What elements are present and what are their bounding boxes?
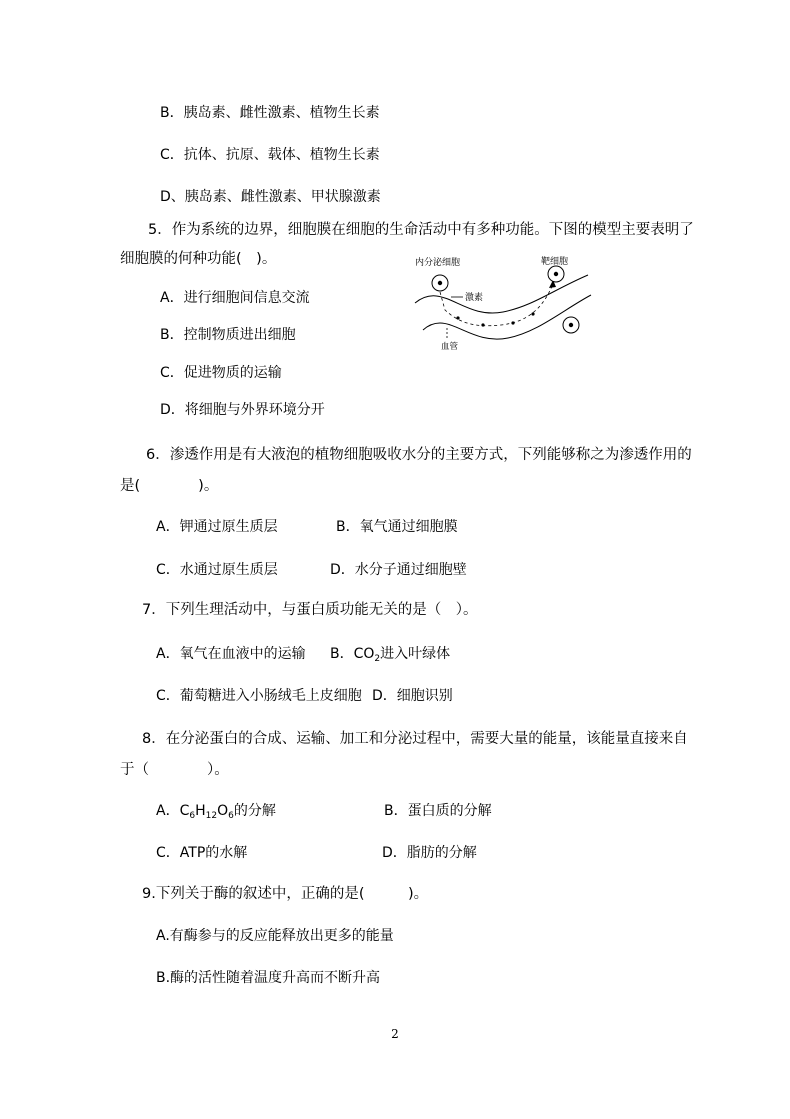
q5-option-b: B．控制物质进出细胞 — [160, 327, 296, 343]
q7-option-a: A．氧气在血液中的运输 — [156, 646, 306, 662]
q7-stem: 7．下列生理活动中，与蛋白质功能无关的是（ ）。 — [142, 602, 478, 618]
label-target-cell: 靶细胞 — [541, 257, 569, 267]
cell-signaling-figure — [413, 250, 593, 350]
q9-stem: 9.下列关于酶的叙述中，正确的是( )。 — [142, 886, 429, 902]
vessel-wall-lower — [423, 295, 591, 339]
q5-stem-line2: 细胞膜的何种功能( )。 — [120, 251, 277, 267]
q7-option-c: C．葡萄糖进入小肠绒毛上皮细胞 — [156, 688, 362, 704]
q5-option-a: A．进行细胞间信息交流 — [160, 290, 310, 306]
endocrine-cell-nucleus — [438, 281, 442, 285]
q7-option-b: B．$CO_2$进入叶绿体 — [330, 646, 451, 664]
hormone-dot — [481, 323, 484, 326]
target-cell-nucleus — [554, 272, 558, 276]
hormone-dot — [456, 316, 459, 319]
q8-option-a: A．$C_6H_{12}O_6$的分解 — [156, 803, 276, 821]
q7-option-d: D．细胞识别 — [372, 688, 453, 704]
q8-stem-line2: 于（ ）。 — [120, 762, 229, 778]
q6-stem-line2: 是( )。 — [120, 478, 219, 494]
page-number: 2 — [391, 1027, 399, 1041]
q6-stem-line1: 6．渗透作用是有大液泡的植物细胞吸收水分的主要方式，下列能够称之为渗透作用的 — [146, 447, 692, 463]
q6-option-b: B．氧气通过细胞膜 — [336, 519, 458, 535]
q5-option-c: C．促进物质的运输 — [160, 365, 282, 381]
q6-option-c: C．水通过原生质层 — [156, 562, 278, 578]
q9-option-a: A.有酶参与的反应能释放出更多的能量 — [156, 928, 394, 944]
prev-option-d: D、胰岛素、雌性激素、甲状腺激素 — [160, 189, 381, 205]
hormone-dot — [511, 321, 514, 324]
hormone-dot — [531, 312, 534, 315]
q6-option-d: D．水分子通过细胞壁 — [330, 562, 467, 578]
q8-option-d: D．脂肪的分解 — [382, 845, 477, 861]
q6-option-a: A．钾通过原生质层 — [156, 519, 278, 535]
hormone-path — [440, 284, 553, 326]
q5-stem-line1: 5．作为系统的边界，细胞膜在细胞的生命活动中有多种功能。下图的模型主要表明了 — [148, 222, 694, 238]
label-secretory-cell: 内分泌细胞 — [415, 258, 461, 268]
prev-option-b: B．胰岛素、雌性激素、植物生长素 — [160, 105, 380, 121]
q8-option-b: B．蛋白质的分解 — [384, 803, 492, 819]
label-blood-vessel: 血管 — [441, 342, 459, 350]
q9-option-b: B.酶的活性随着温度升高而不断升高 — [156, 970, 381, 986]
q8-stem-line1: 8．在分泌蛋白的合成、运输、加工和分泌过程中，需要大量的能量，该能量直接来自 — [142, 731, 688, 747]
other-cell-nucleus — [569, 323, 573, 327]
prev-option-c: C．抗体、抗原、载体、植物生长素 — [160, 147, 380, 163]
label-hormone: 激素 — [465, 293, 484, 303]
q5-option-d: D．将细胞与外界环境分开 — [160, 402, 325, 418]
q8-option-c: C．ATP的水解 — [156, 845, 248, 861]
